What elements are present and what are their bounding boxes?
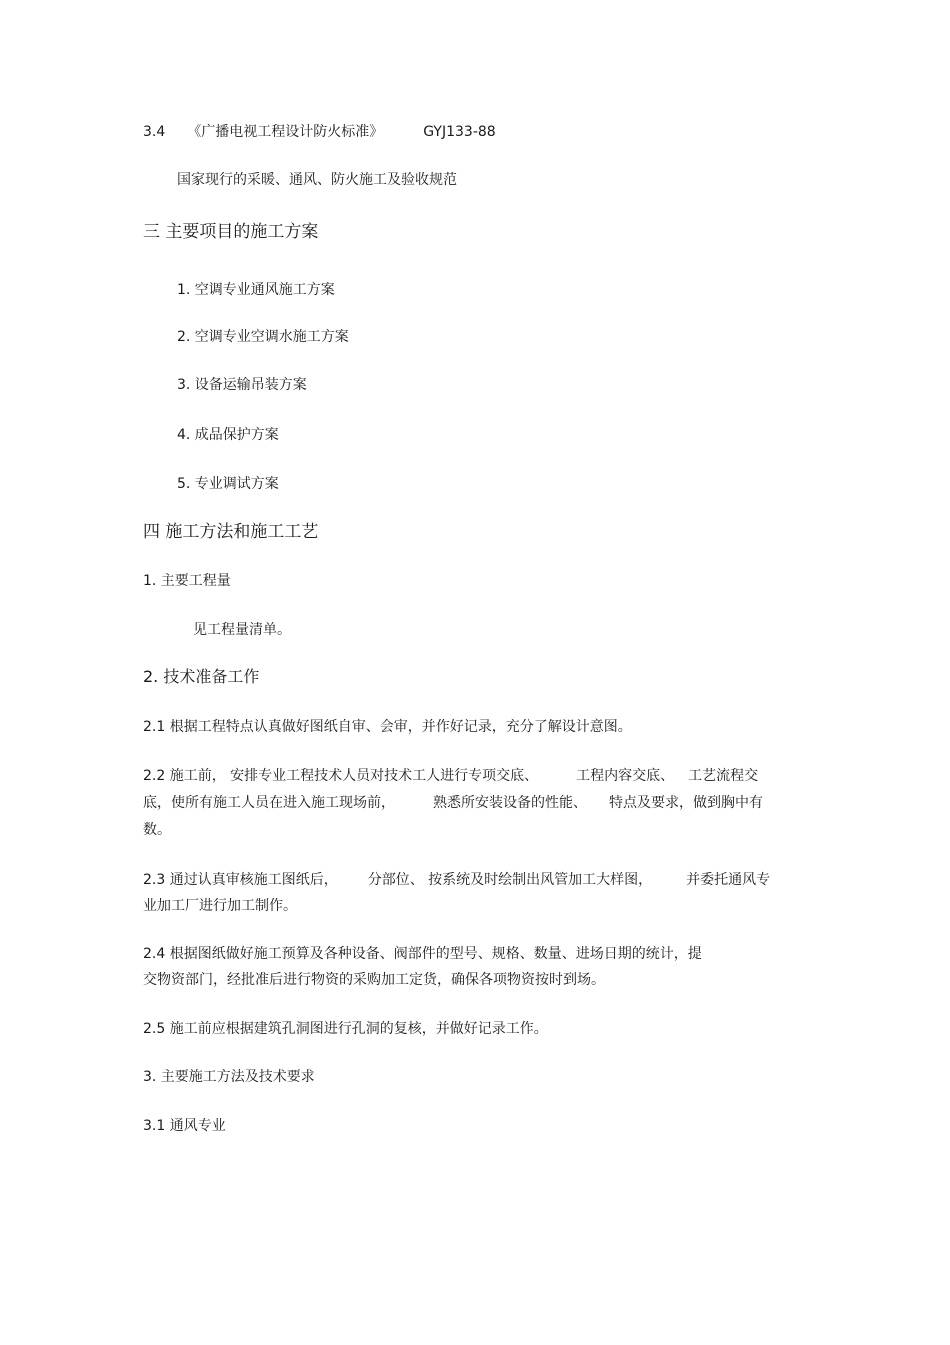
paragraph-2-2-line-1 — [143, 766, 758, 786]
paragraph-2-3-line-1 — [143, 870, 770, 890]
list-item: 4. 成品保护方案 — [177, 427, 279, 443]
list-item: 5. 专业调试方案 — [177, 476, 279, 492]
list-item: 3. 设备运输吊装方案 — [177, 377, 307, 393]
standard-3-4-line — [143, 122, 496, 142]
paragraph-2-2-segment: 2.2 施工前， 安排专业工程技术人员对技术工人进行专项交底、 — [143, 768, 539, 784]
paragraph-2-3-segment: 分部位、 按系统及时绘制出风管加工大样图， — [367, 872, 653, 888]
list-item: 1. 空调专业通风施工方案 — [177, 282, 335, 298]
paragraph-2-3-line-2: 业加工厂进行加工制作。 — [143, 898, 297, 914]
standard-title: 《广播电视工程设计防火标准》 — [187, 124, 384, 140]
section-4-heading: 四 施工方法和施工工艺 — [143, 522, 319, 542]
standard-code: GYJ133-88 — [423, 124, 496, 140]
tech-prep-title: 2. 技术准备工作 — [143, 667, 260, 686]
paragraph-2-2-line-3: 数。 — [143, 822, 171, 838]
methods-title: 3. 主要施工方法及技术要求 — [143, 1069, 315, 1085]
paragraph-2-2-segment: 工艺流程交 — [688, 768, 759, 784]
national-standard-line: 国家现行的采暖、通风、防火施工及验收规范 — [177, 172, 457, 188]
paragraph-2-2-line-2 — [143, 793, 763, 813]
paragraph-2-2-segment: 特点及要求，做到胸中有 — [609, 795, 763, 811]
paragraph-2-2-segment: 工程内容交底、 — [576, 768, 675, 784]
section-3-heading: 三 主要项目的施工方案 — [143, 222, 319, 242]
subsection-3-1: 3.1 通风专业 — [143, 1118, 226, 1134]
paragraph-2-5: 2.5 施工前应根据建筑孔洞图进行孔洞的复核，并做好记录工作。 — [143, 1021, 548, 1037]
paragraph-2-3-segment: 并委托通风专 — [686, 872, 771, 888]
paragraph-2-3-segment: 2.3 通过认真审核施工图纸后， — [143, 872, 338, 888]
list-item: 2. 空调专业空调水施工方案 — [177, 329, 349, 345]
standard-number: 3.4 — [143, 124, 166, 140]
paragraph-2-4-line-2: 交物资部门，经批准后进行物资的采购加工定货，确保各项物资按时到场。 — [143, 972, 605, 988]
paragraph-2-1: 2.1 根据工程特点认真做好图纸自审、会审，并作好记录，充分了解设计意图。 — [143, 719, 632, 735]
paragraph-2-4-line-1: 2.4 根据图纸做好施工预算及各种设备、阀部件的型号、规格、数量、进场日期的统计，提 — [143, 946, 702, 962]
paragraph-2-2-segment: 底，使所有施工人员在进入施工现场前， — [143, 795, 395, 811]
paragraph-2-2-segment: 熟悉所安装设备的性能、 — [433, 795, 587, 811]
main-quantity-text: 见工程量清单。 — [193, 622, 291, 638]
main-quantity-title: 1. 主要工程量 — [143, 573, 231, 589]
